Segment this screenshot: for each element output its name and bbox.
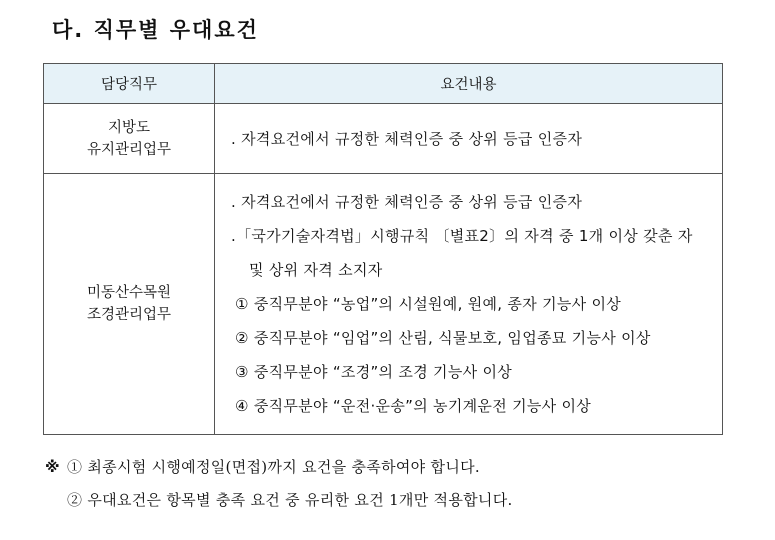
requirements-table [43, 63, 723, 435]
note-mark: ※ [45, 458, 60, 476]
requirement-item: ① 중직무분야 “농업”의 시설원예, 원예, 종자 기능사 이상 [235, 295, 622, 313]
header-job: 담당직무 [44, 64, 215, 104]
requirement-item: ④ 중직무분야 “운전·운송”의 농기계운전 기능사 이상 [235, 397, 592, 415]
job-line: 지방도 [107, 119, 151, 136]
requirement-item: ③ 중직무분야 “조경”의 조경 기능사 이상 [235, 363, 513, 381]
requirement-cell [215, 174, 723, 435]
job-cell [44, 174, 215, 435]
requirement-line: .「국가기술자격법」시행규칙 〔별표2〕의 자격 중 1개 이상 갖춘 자 [231, 227, 693, 245]
table-row [44, 104, 723, 174]
requirement-line: 및 상위 자격 소지자 [249, 261, 383, 279]
job-line: 유지관리업무 [86, 141, 172, 158]
header-requirements: 요건내용 [215, 64, 723, 104]
job-cell [44, 104, 215, 174]
section-heading: 다. 직무별 우대요건 [52, 18, 259, 42]
requirement-line: . 자격요건에서 규정한 체력인증 중 상위 등급 인증자 [231, 193, 583, 211]
note-item [45, 452, 513, 485]
note-text: ② 우대요건은 항목별 충족 요건 중 유리한 요건 1개만 적용합니다. [67, 491, 513, 509]
notes [45, 452, 513, 518]
requirement-item: ② 중직무분야 “임업”의 산림, 식물보호, 임업종묘 기능사 이상 [235, 329, 651, 347]
table-row [44, 174, 723, 435]
requirement-cell [215, 104, 723, 174]
job-line: 미동산수목원 [86, 285, 172, 301]
job-line: 조경관리업무 [86, 307, 172, 323]
requirement-line: . 자격요건에서 규정한 체력인증 중 상위 등급 인증자 [231, 129, 583, 148]
table-header-row [44, 64, 723, 104]
note-text: ① 최종시험 시행예정일(면접)까지 요건을 충족하여야 합니다. [67, 458, 480, 476]
note-item [45, 485, 513, 518]
